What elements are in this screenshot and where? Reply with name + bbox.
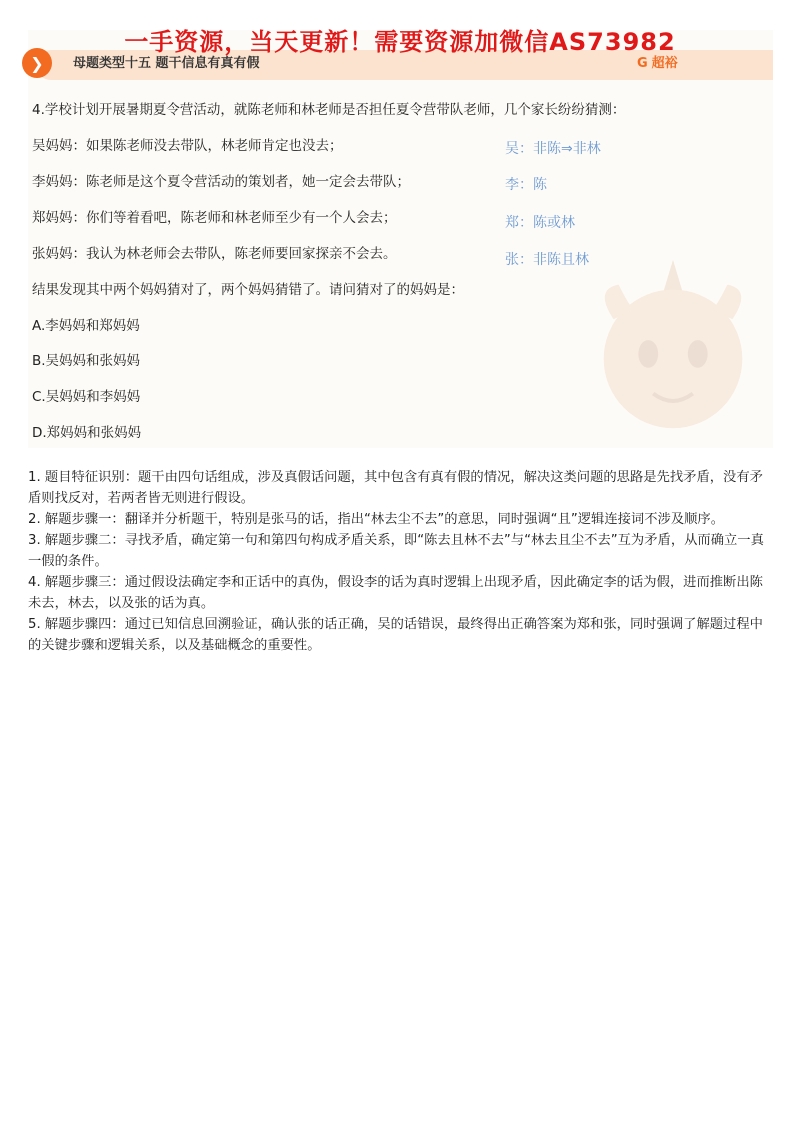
option-c: C.吴妈妈和李妈妈 [32, 389, 141, 405]
explanation-item: 5. 解题步骤四：通过已知信息回溯验证，确认张的话正确，吴的话错误，最终得出正确答案为郑和张，同时强调了解题过程中的关键步骤和逻辑关系，以及基础概念的重要性。 [28, 617, 763, 653]
unicorn-mascot-image [573, 250, 773, 448]
option-b: B.吴妈妈和张妈妈 [32, 353, 141, 369]
question-text: 4.学校计划开展暑期夏令营活动，就陈老师和林老师是否担任夏令营带队老师，几个家长纷纷猜测： [32, 102, 626, 118]
statement-zhang: 张妈妈：我认为林老师会去带队，陈老师要回家探亲不会去。 [32, 246, 397, 262]
statement-zheng: 郑妈妈：你们等着看吧，陈老师和林老师至少有一个人会去； [32, 210, 397, 226]
statement-wu: 吴妈妈：如果陈老师没去带队，林老师肯定也没去； [32, 138, 343, 154]
question-prompt: 结果发现其中两个妈妈猜对了，两个妈妈猜错了。请问猜对了的妈妈是： [32, 282, 464, 298]
option-d: D.郑妈妈和张妈妈 [32, 425, 142, 441]
explanation-list [28, 467, 768, 656]
note-li: 李：陈 [505, 177, 547, 193]
statement-li: 李妈妈：陈老师是这个夏令营活动的策划者，她一定会去带队； [32, 174, 410, 190]
explanation-item: 2. 解题步骤一：翻译并分析题干，特别是张马的话，指出“林去尘不去”的意思，同时强调“且”逻辑连接词不涉及顺序。 [28, 512, 725, 527]
option-a: A.李妈妈和郑妈妈 [32, 318, 140, 334]
brand-g-icon: G [637, 56, 648, 71]
explanation-item: 3. 解题步骤二：寻找矛盾，确定第一句和第四句构成矛盾关系，即“陈去且林不去”与“林去且尘不去”互为矛盾，从而确立一真一假的条件。 [28, 533, 764, 569]
section-title: 母题类型十五 题干信息有真有假 [73, 56, 260, 71]
brand-logo [637, 52, 678, 71]
note-zheng: 郑：陈或林 [505, 215, 575, 231]
watermark-text: 一手资源，当天更新！需要资源加微信AS73982 [124, 28, 676, 56]
note-zhang: 张：非陈且林 [505, 252, 589, 268]
explanation-item: 4. 解题步骤三：通过假设法确定李和正话中的真伪，假设李的话为真时逻辑上出现矛盾，因此确定李的话为假，进而推断出陈未去，林去，以及张的话为真。 [28, 575, 763, 611]
chevron-right-icon: ❯ [22, 48, 52, 78]
explanation-item: 1. 题目特征识别：题干由四句话组成，涉及真假话问题，其中包含有真有假的情况，解决这类问题的思路是先找矛盾，没有矛盾则找反对，若两者皆无则进行假设。 [28, 470, 763, 506]
note-wu: 吴：非陈⇒非林 [505, 141, 601, 157]
brand-name: 超裕 [651, 56, 678, 71]
